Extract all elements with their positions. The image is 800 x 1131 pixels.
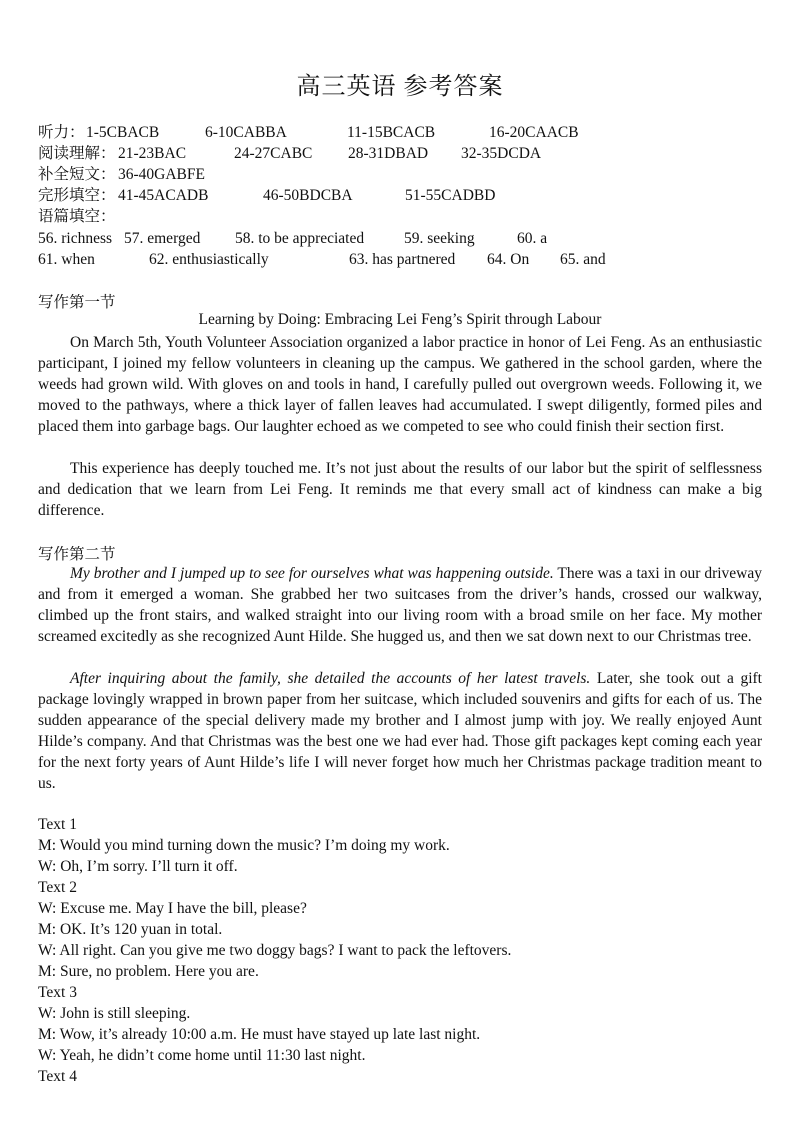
writing2-paragraph-1 (38, 563, 762, 647)
transcript-line: W: All right. Can you give me two doggy bags? I want to pack the leftovers. (38, 942, 512, 959)
answer-group: 24-27CABC (234, 145, 313, 162)
answer-group: 36-40GABFE (118, 166, 205, 183)
grammar-answer: 62. enthusiastically (149, 251, 269, 268)
cloze-label: 完形填空： (38, 187, 116, 204)
paragraph-body: There was a taxi in our driveway and from it emerged a woman. She grabbed her two suitcases from the driver’s hands, crossed our walkway, climbed up the front stairs, and walked straight into our living room with a broad smile on her face. My mother screamed excitedly as she recognized Aunt Hilde. She hugged us, and then we sat down next to our Christmas tree. (38, 565, 762, 645)
seven-choice-label: 补全短文： (38, 166, 116, 183)
page-title: 高三英语 参考答案 (296, 74, 504, 100)
grammar-answer: 56. richness (38, 230, 113, 247)
grammar-answer: 65. and (560, 251, 606, 268)
transcript-line: W: Yeah, he didn’t come home until 11:30 last night. (38, 1047, 366, 1064)
grammar-answer: 64. On (487, 251, 530, 268)
writing2-paragraph-2 (38, 668, 762, 794)
writing1-paragraph-1: On March 5th, Youth Volunteer Association organized a labor practice in honor of Lei Feng. As an enthusiastic participant, I joined my fellow volunteers in cleaning up the campus. We gathered in the school garden, where the weeds had grown wild. With gloves on and tools in hand, I carefully pulled out overgrown weeds. Following it, we moved to the pathways, where a thick layer of fallen leaves had accumulated. I swept diligently, formed piles and placed them into garbage bags. Our laughter echoed as we competed to see who could finish their section first. (38, 334, 762, 435)
grammar-answer: 59. seeking (404, 230, 475, 247)
transcript-line: M: Sure, no problem. Here you are. (38, 963, 259, 980)
transcript-line: M: Would you mind turning down the music? I’m doing my work. (38, 837, 450, 854)
answer-group: 32-35DCDA (461, 145, 542, 162)
answer-group: 51-55CADBD (405, 187, 496, 204)
transcript-line: W: Oh, I’m sorry. I’ll turn it off. (38, 858, 238, 875)
transcript-line: Text 4 (38, 1068, 77, 1085)
answer-group: 16-20CAACB (489, 124, 579, 141)
transcript-line: M: Wow, it’s already 10:00 a.m. He must have stayed up late last night. (38, 1026, 481, 1043)
paragraph-lead-sentence: My brother and I jumped up to see for ourselves what was happening outside. (70, 565, 554, 582)
paragraph-lead-sentence: After inquiring about the family, she detailed the accounts of her latest travels. (70, 670, 591, 687)
transcript-line: Text 1 (38, 816, 77, 833)
answer-group: 6-10CABBA (205, 124, 287, 141)
listening-transcript (38, 814, 511, 1087)
grammar-answer: 63. has partnered (349, 251, 456, 268)
writing2-heading: 写作第二节 (38, 546, 116, 563)
paragraph-body: Later, she took out a gift package lovingly wrapped in brown paper from her suitcase, which included souvenirs and gifts for each of us. The sudden appearance of the special delivery made my brother and I almost jump with joy. We really enjoyed Aunt Hilde’s company. And that Christmas was the best one we had ever had. Those gift packages kept coming each year for the next forty years of Aunt Hilde’s life I will never forget how much her Christmas package tradition meant to us. (38, 670, 762, 792)
transcript-line: Text 2 (38, 879, 77, 896)
writing1-heading: 写作第一节 (38, 294, 116, 311)
transcript-line: W: Excuse me. May I have the bill, please? (38, 900, 307, 917)
listening-label: 听力： (38, 124, 85, 141)
essay-title: Learning by Doing: Embracing Lei Feng’s Spirit through Labour (198, 311, 602, 328)
answer-group: 28-31DBAD (348, 145, 429, 162)
answer-group: 41-45ACADB (118, 187, 209, 204)
transcript-line: Text 3 (38, 984, 77, 1001)
answer-group: 46-50BDCBA (263, 187, 353, 204)
answer-group: 21-23BAC (118, 145, 187, 162)
reading-label: 阅读理解： (38, 145, 116, 162)
grammar-answer: 58. to be appreciated (235, 230, 365, 247)
answer-group: 1-5CBACB (86, 124, 160, 141)
transcript-line: W: John is still sleeping. (38, 1005, 191, 1022)
answer-group: 11-15BCACB (347, 124, 436, 141)
grammar-answer: 60. a (517, 230, 548, 247)
grammar-answer: 57. emerged (124, 230, 201, 247)
writing1-paragraph-2: This experience has deeply touched me. It’s not just about the results of our labor but the spirit of selflessness and dedication that we learn from Lei Feng. It reminds me that every small act of kindness can make a big difference. (38, 460, 762, 519)
grammar-label: 语篇填空： (38, 208, 116, 225)
grammar-answer: 61. when (38, 251, 95, 268)
transcript-line: M: OK. It’s 120 yuan in total. (38, 921, 223, 938)
